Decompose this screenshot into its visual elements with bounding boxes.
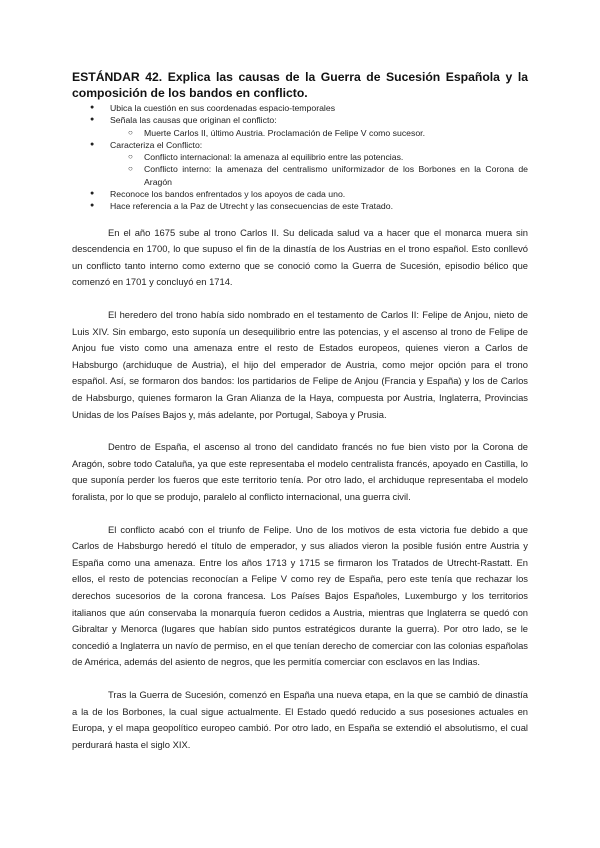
criteria-sublist bbox=[110, 151, 528, 188]
criteria-subitem-death-carlos bbox=[110, 127, 528, 139]
body-paragraph-5: Tras la Guerra de Sucesión, comenzó en España una nueva etapa, en la que se cambió de dinastía a la de los Borbones, la cual sigue actualmente. El Estado quedó reducido a sus posesiones actuales en Europa, y el mapa geopolítico europeo cambió. Por otro lado, en España se extendió el absolutismo, el cual perdurará hasta el siglo XIX. bbox=[72, 688, 528, 750]
criteria-subitem-text: Muerte Carlos II, último Austria. Proclamación de Felipe V como sucesor. bbox=[144, 127, 426, 138]
criteria-item-utrecht bbox=[72, 200, 528, 212]
criteria-item-conflict bbox=[72, 139, 528, 188]
spacer bbox=[72, 506, 528, 522]
standard-heading: ESTÁNDAR 42. Explica las causas de la Guerra de Sucesión Española y la composición de los bandos en conflicto. bbox=[72, 70, 528, 100]
body-paragraph-1: En el año 1675 sube al trono Carlos II. Su delicada salud va a hacer que el monarca muera sin descendencia en 1700, lo que supuso el fin de la dinastía de los Austrias en el trono español. Esto conllevó un conflicto tanto interno como externo que se conoció como la Guerra de Sucesión, episodio bélico que comenzó en 1701 y concluyó en 1714. bbox=[72, 226, 528, 288]
criteria-item-text: Ubica la cuestión en sus coordenadas espacio-temporales bbox=[110, 103, 336, 113]
spacer bbox=[72, 291, 528, 307]
criteria-item-sides bbox=[72, 188, 528, 200]
criteria-item-causes bbox=[72, 114, 528, 139]
criteria-item-text: Señala las causas que originan el conflicto: bbox=[110, 115, 277, 126]
criteria-subitem-internal bbox=[110, 163, 528, 188]
criteria-sublist bbox=[110, 127, 528, 139]
body-paragraph-3: Dentro de España, el ascenso al trono del candidato francés no fue bien visto por la Corona de Aragón, sobre todo Cataluña, ya que este representaba el modelo centralista francés, apoyado en Castilla, lo que suponía perder los fueros que este territorio tenía. Por otro lado, el archiduque representaba el modelo foralista, por lo que se produjo, paralelo al conflicto internacional, una guerra civil. bbox=[72, 441, 528, 502]
criteria-item-text: Caracteriza el Conflicto: bbox=[110, 139, 203, 150]
criteria-list bbox=[72, 102, 528, 213]
criteria-item-text: Hace referencia a la Paz de Utrecht y las consecuencias de este Tratado. bbox=[110, 201, 393, 212]
criteria-item-text: Reconoce los bandos enfrentados y los apoyos de cada uno. bbox=[110, 189, 346, 200]
spacer bbox=[72, 423, 528, 439]
criteria-subitem-international bbox=[110, 151, 528, 163]
criteria-subitem-text: Conflicto interno: la amenaza del centralismo uniformizador de los Borbones en la Corona de Aragón bbox=[144, 164, 528, 187]
body-paragraph-4: El conflicto acabó con el triunfo de Felipe. Uno de los motivos de esta victoria fue debido a que Carlos de Habsburgo heredó el título de emperador, y sus aliados vieron la posible fusión entre Austria y España como una amenaza. Entre los años 1713 y 1715 se firmaron los Tratados de Utrecht-Rastatt. En ellos, el resto de potencias reconocían a Felipe V como rey de España, pero este tenía que rechazar los derechos sucesorios de la corona francesa. Los Países Bajos Españoles, Luxemburgo y los territorios italianos que aún conservaba la monarquía fueron cedidos a Austria, mientras que Inglaterra se quedó con Gibraltar y Menorca (lugares que habían sido puntos estratégicos durante la guerra). Por otro lado, se le concedió a Inglaterra un navío de permiso, en el que tenían derecho de comerciar con las colonias españolas de América, además del asiento de negros, que les permitía comerciar con esclavos en las Indias. bbox=[72, 523, 528, 668]
body-paragraph-2: El heredero del trono había sido nombrado en el testamento de Carlos II: Felipe de Anjou, nieto de Luis XIV. Sin embargo, esto suponía un desequilibrio entre las potencias, y el ascenso al trono de Felipe de Anjou fue visto como una amenaza entre el resto de Estados europeos, quienes vieron a Carlos de Habsburgo (archiduque de Austria), el hijo del emperador de Austria, como mejor opción para el trono español. Así, se formaron dos bandos: los partidarios de Felipe de Anjou (Francia y España) y los de Carlos de Habsburgo, quienes formaron la Gran Alianza de la Haya, compuesta por Austria, Inglaterra, Provincias Unidas de los Países Bajos y, más adelante, por Portugal, Saboya y Prusia. bbox=[72, 309, 528, 420]
criteria-subitem-text: Conflicto internacional: la amenaza al equilibrio entre las potencias. bbox=[144, 152, 404, 163]
spacer bbox=[72, 213, 528, 225]
spacer bbox=[72, 671, 528, 687]
document-page bbox=[72, 70, 528, 753]
criteria-item-location bbox=[72, 102, 528, 114]
